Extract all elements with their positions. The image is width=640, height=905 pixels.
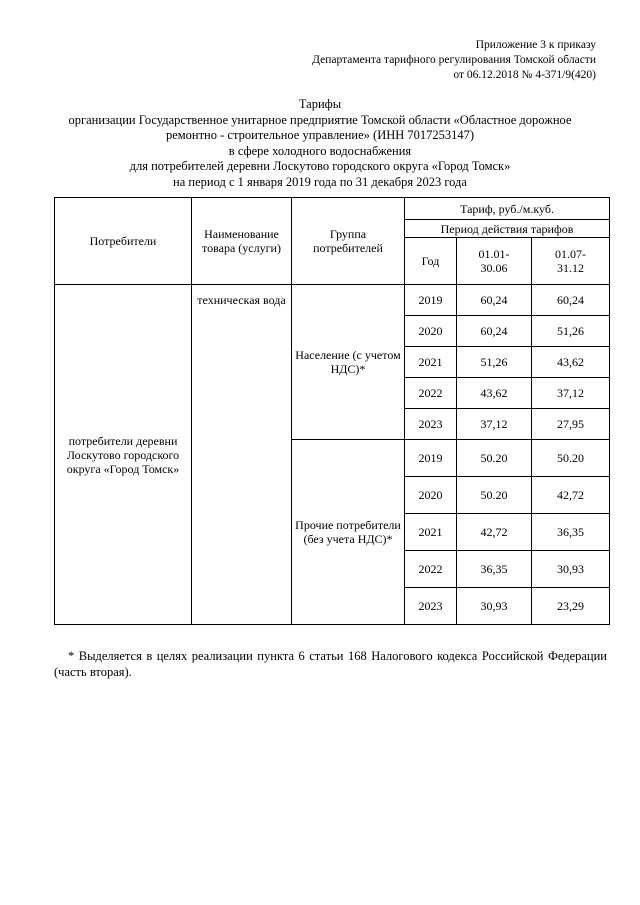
order-reference-line: от 06.12.2018 № 4-371/9(420)	[453, 69, 596, 81]
tariff-h2-cell: 30,93	[532, 551, 610, 588]
header-consumers: Потребители	[55, 198, 192, 285]
year-cell: 2023	[405, 588, 457, 625]
group-cell: Прочие потребители (без учета НДС)*	[292, 440, 405, 625]
title-line: ремонтно - строительное управление» (ИНН 7017253147)	[165, 128, 475, 142]
tariff-h2-cell: 60,24	[532, 285, 610, 316]
tariff-h1-cell: 36,35	[457, 551, 532, 588]
footnote: * Выделяется в целях реализации пункта 6 статьи 168 Налогового кодекса Российской Федерации (часть вторая).	[54, 649, 607, 679]
header-half1: 01.01- 30.06	[457, 238, 532, 285]
tariff-h2-cell: 27,95	[532, 409, 610, 440]
order-reference	[312, 38, 596, 83]
order-reference-line: Департамента тарифного регулирования Томской области	[312, 54, 596, 66]
year-cell: 2021	[405, 514, 457, 551]
tariff-h1-cell: 30,93	[457, 588, 532, 625]
title-line: в сфере холодного водоснабжения	[228, 143, 412, 158]
tariff-h2-cell: 43,62	[532, 347, 610, 378]
title-line: на период с 1 января 2019 года по 31 декабря 2023 года	[173, 174, 467, 189]
tariff-h2-cell: 23,29	[532, 588, 610, 625]
header-year: Год	[405, 238, 457, 285]
tariff-h1-cell: 50.20	[457, 477, 532, 514]
header-group: Группа потребителей	[292, 198, 405, 285]
tariff-h1-cell: 37,12	[457, 409, 532, 440]
product-cell: техническая вода	[192, 285, 292, 625]
tariff-h2-cell: 37,12	[532, 378, 610, 409]
tariff-h1-cell: 51,26	[457, 347, 532, 378]
tariff-h1-cell: 60,24	[457, 316, 532, 347]
year-cell: 2020	[405, 316, 457, 347]
year-cell: 2019	[405, 440, 457, 477]
title-line: для потребителей деревни Лоскутово городского округа «Город Томск»	[129, 159, 511, 173]
year-cell: 2023	[405, 409, 457, 440]
tariff-h1-cell: 50.20	[457, 440, 532, 477]
year-cell: 2022	[405, 551, 457, 588]
document-title	[40, 97, 600, 190]
tariff-h2-cell: 36,35	[532, 514, 610, 551]
header-tariff: Тариф, руб./м.куб.	[405, 198, 610, 220]
tariff-table	[54, 197, 610, 625]
header-half2: 01.07- 31.12	[532, 238, 610, 285]
tariff-h1-cell: 60,24	[457, 285, 532, 316]
header-product: Наименование товара (услуги)	[192, 198, 292, 285]
consumer-cell: потребители деревни Лоскутово городского округа «Город Томск»	[55, 285, 192, 625]
tariff-h1-cell: 43,62	[457, 378, 532, 409]
year-cell: 2021	[405, 347, 457, 378]
tariff-h1-cell: 42,72	[457, 514, 532, 551]
title-line: организации Государственное унитарное предприятие Томской области «Областное дорожное	[68, 112, 572, 127]
year-cell: 2020	[405, 477, 457, 514]
tariff-h2-cell: 51,26	[532, 316, 610, 347]
year-cell: 2019	[405, 285, 457, 316]
group-cell: Население (с учетом НДС)*	[292, 285, 405, 440]
tariff-h2-cell: 42,72	[532, 477, 610, 514]
title-line: Тарифы	[298, 97, 342, 111]
tariff-h2-cell: 50.20	[532, 440, 610, 477]
year-cell: 2022	[405, 378, 457, 409]
header-period: Период действия тарифов	[405, 220, 610, 238]
order-reference-line: Приложение 3 к приказу	[475, 39, 596, 51]
